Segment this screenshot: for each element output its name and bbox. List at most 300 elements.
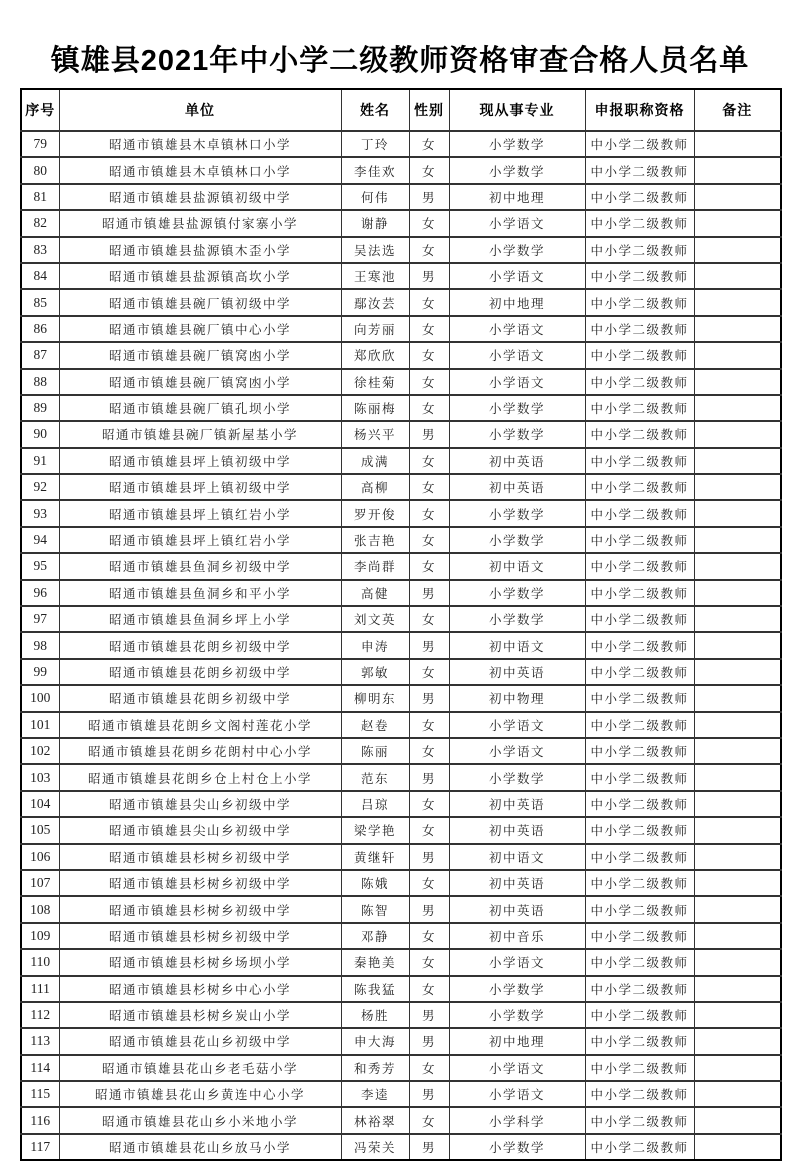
cell-remark [694,1055,781,1081]
cell-specialty: 小学数学 [449,500,585,526]
cell-index: 93 [21,500,59,526]
cell-name: 丁玲 [341,131,409,157]
cell-unit: 昭通市镇雄县花朗乡初级中学 [59,659,341,685]
cell-name: 徐桂菊 [341,369,409,395]
cell-gender: 女 [409,923,449,949]
cell-name: 鄢汝芸 [341,289,409,315]
cell-name: 刘文英 [341,606,409,632]
cell-gender: 男 [409,1134,449,1160]
cell-remark [694,1081,781,1107]
cell-gender: 女 [409,342,449,368]
cell-specialty: 初中英语 [449,817,585,843]
cell-unit: 昭通市镇雄县盐源镇初级中学 [59,184,341,210]
cell-gender: 男 [409,184,449,210]
cell-title-qualification: 中小学二级教师 [585,421,694,447]
cell-remark [694,844,781,870]
cell-unit: 昭通市镇雄县杉树乡初级中学 [59,896,341,922]
cell-index: 114 [21,1055,59,1081]
column-header-index: 序号 [21,89,59,131]
cell-name: 成满 [341,448,409,474]
cell-title-qualification: 中小学二级教师 [585,395,694,421]
cell-title-qualification: 中小学二级教师 [585,712,694,738]
cell-index: 104 [21,791,59,817]
cell-title-qualification: 中小学二级教师 [585,1002,694,1028]
cell-specialty: 小学语文 [449,738,585,764]
cell-gender: 女 [409,500,449,526]
cell-unit: 昭通市镇雄县碗厂镇新屋基小学 [59,421,341,447]
cell-remark [694,500,781,526]
cell-unit: 昭通市镇雄县花朗乡花朗村中心小学 [59,738,341,764]
cell-unit: 昭通市镇雄县花朗乡初级中学 [59,685,341,711]
cell-title-qualification: 中小学二级教师 [585,289,694,315]
cell-remark [694,976,781,1002]
cell-name: 梁学艳 [341,817,409,843]
cell-index: 97 [21,606,59,632]
table-row [21,395,781,421]
table-row [21,976,781,1002]
cell-index: 112 [21,1002,59,1028]
cell-remark [694,342,781,368]
cell-remark [694,1028,781,1054]
cell-unit: 昭通市镇雄县杉树乡初级中学 [59,923,341,949]
cell-gender: 男 [409,580,449,606]
cell-index: 92 [21,474,59,500]
cell-index: 88 [21,369,59,395]
table-row [21,738,781,764]
cell-unit: 昭通市镇雄县坪上镇红岩小学 [59,500,341,526]
cell-index: 84 [21,263,59,289]
cell-remark [694,923,781,949]
column-header-gender: 性别 [409,89,449,131]
cell-unit: 昭通市镇雄县杉树乡初级中学 [59,844,341,870]
cell-unit: 昭通市镇雄县花山乡小米地小学 [59,1107,341,1133]
cell-title-qualification: 中小学二级教师 [585,237,694,263]
cell-gender: 女 [409,527,449,553]
cell-name: 张吉艳 [341,527,409,553]
cell-title-qualification: 中小学二级教师 [585,527,694,553]
cell-gender: 男 [409,896,449,922]
cell-specialty: 小学数学 [449,157,585,183]
cell-remark [694,395,781,421]
cell-gender: 女 [409,791,449,817]
cell-index: 89 [21,395,59,421]
column-header-unit: 单位 [59,89,341,131]
cell-name: 王寒池 [341,263,409,289]
cell-index: 98 [21,632,59,658]
table-row [21,1002,781,1028]
cell-index: 86 [21,316,59,342]
cell-unit: 昭通市镇雄县坪上镇初级中学 [59,474,341,500]
cell-remark [694,1107,781,1133]
cell-title-qualification: 中小学二级教师 [585,316,694,342]
cell-specialty: 小学数学 [449,580,585,606]
cell-remark [694,738,781,764]
cell-specialty: 初中语文 [449,553,585,579]
table-row [21,421,781,447]
cell-remark [694,580,781,606]
cell-title-qualification: 中小学二级教师 [585,474,694,500]
cell-specialty: 初中地理 [449,1028,585,1054]
cell-specialty: 初中英语 [449,659,585,685]
cell-gender: 男 [409,1028,449,1054]
cell-unit: 昭通市镇雄县碗厂镇初级中学 [59,289,341,315]
cell-name: 和秀芳 [341,1055,409,1081]
table-row [21,1134,781,1160]
cell-title-qualification: 中小学二级教师 [585,606,694,632]
cell-remark [694,870,781,896]
table-row [21,474,781,500]
cell-name: 高柳 [341,474,409,500]
cell-remark [694,896,781,922]
cell-remark [694,474,781,500]
cell-remark [694,448,781,474]
cell-gender: 女 [409,1055,449,1081]
cell-name: 陈智 [341,896,409,922]
cell-specialty: 小学语文 [449,949,585,975]
cell-index: 80 [21,157,59,183]
cell-unit: 昭通市镇雄县碗厂镇孔坝小学 [59,395,341,421]
cell-title-qualification: 中小学二级教师 [585,817,694,843]
cell-name: 陈娥 [341,870,409,896]
cell-gender: 男 [409,632,449,658]
cell-name: 谢静 [341,210,409,236]
table-row [21,342,781,368]
cell-gender: 男 [409,1081,449,1107]
cell-gender: 女 [409,210,449,236]
cell-title-qualification: 中小学二级教师 [585,1081,694,1107]
cell-unit: 昭通市镇雄县鱼洞乡初级中学 [59,553,341,579]
table-row [21,1055,781,1081]
cell-gender: 女 [409,237,449,263]
cell-specialty: 初中语文 [449,632,585,658]
cell-name: 林裕翠 [341,1107,409,1133]
cell-index: 99 [21,659,59,685]
table-row [21,817,781,843]
cell-title-qualification: 中小学二级教师 [585,263,694,289]
table-row [21,448,781,474]
cell-specialty: 初中地理 [449,184,585,210]
table-row [21,923,781,949]
cell-unit: 昭通市镇雄县碗厂镇窝凼小学 [59,369,341,395]
cell-specialty: 初中物理 [449,685,585,711]
cell-name: 李佳欢 [341,157,409,183]
cell-title-qualification: 中小学二级教师 [585,369,694,395]
column-header-name: 姓名 [341,89,409,131]
cell-unit: 昭通市镇雄县杉树乡炭山小学 [59,1002,341,1028]
cell-name: 高健 [341,580,409,606]
cell-specialty: 初中英语 [449,448,585,474]
cell-index: 102 [21,738,59,764]
cell-title-qualification: 中小学二级教师 [585,1028,694,1054]
cell-remark [694,157,781,183]
cell-unit: 昭通市镇雄县木卓镇林口小学 [59,131,341,157]
cell-unit: 昭通市镇雄县坪上镇红岩小学 [59,527,341,553]
cell-name: 吕琼 [341,791,409,817]
cell-remark [694,263,781,289]
cell-remark [694,527,781,553]
cell-title-qualification: 中小学二级教师 [585,1134,694,1160]
cell-index: 111 [21,976,59,1002]
cell-gender: 女 [409,870,449,896]
table-row [21,764,781,790]
table-row [21,896,781,922]
table-row [21,870,781,896]
column-header-title-qualification: 申报职称资格 [585,89,694,131]
cell-remark [694,817,781,843]
cell-name: 向芳丽 [341,316,409,342]
cell-name: 杨胜 [341,1002,409,1028]
cell-specialty: 小学语文 [449,316,585,342]
cell-gender: 女 [409,1107,449,1133]
cell-index: 107 [21,870,59,896]
table-row [21,527,781,553]
cell-remark [694,659,781,685]
cell-index: 83 [21,237,59,263]
cell-specialty: 初中英语 [449,474,585,500]
cell-unit: 昭通市镇雄县花山乡老毛菇小学 [59,1055,341,1081]
cell-title-qualification: 中小学二级教师 [585,210,694,236]
cell-remark [694,210,781,236]
cell-title-qualification: 中小学二级教师 [585,553,694,579]
cell-unit: 昭通市镇雄县杉树乡初级中学 [59,870,341,896]
cell-specialty: 小学语文 [449,263,585,289]
cell-name: 陈丽梅 [341,395,409,421]
cell-title-qualification: 中小学二级教师 [585,500,694,526]
cell-title-qualification: 中小学二级教师 [585,157,694,183]
cell-specialty: 小学语文 [449,1081,585,1107]
cell-gender: 女 [409,712,449,738]
cell-specialty: 小学语文 [449,210,585,236]
cell-name: 黄继轩 [341,844,409,870]
table-row [21,712,781,738]
cell-remark [694,289,781,315]
cell-name: 柳明东 [341,685,409,711]
table-row [21,949,781,975]
cell-specialty: 小学数学 [449,976,585,1002]
cell-unit: 昭通市镇雄县花山乡放马小学 [59,1134,341,1160]
cell-index: 87 [21,342,59,368]
cell-title-qualification: 中小学二级教师 [585,764,694,790]
cell-title-qualification: 中小学二级教师 [585,632,694,658]
cell-gender: 女 [409,976,449,1002]
cell-specialty: 小学数学 [449,606,585,632]
cell-gender: 女 [409,369,449,395]
cell-gender: 男 [409,263,449,289]
cell-gender: 女 [409,474,449,500]
cell-title-qualification: 中小学二级教师 [585,1055,694,1081]
cell-unit: 昭通市镇雄县碗厂镇窝凼小学 [59,342,341,368]
cell-index: 100 [21,685,59,711]
cell-index: 96 [21,580,59,606]
cell-index: 95 [21,553,59,579]
cell-index: 90 [21,421,59,447]
cell-gender: 女 [409,157,449,183]
cell-specialty: 初中音乐 [449,923,585,949]
cell-title-qualification: 中小学二级教师 [585,870,694,896]
cell-name: 郭敏 [341,659,409,685]
cell-index: 116 [21,1107,59,1133]
cell-index: 113 [21,1028,59,1054]
cell-specialty: 初中地理 [449,289,585,315]
cell-gender: 男 [409,1002,449,1028]
cell-gender: 女 [409,553,449,579]
table-row [21,131,781,157]
cell-specialty: 初中语文 [449,844,585,870]
cell-gender: 女 [409,448,449,474]
cell-name: 陈我猛 [341,976,409,1002]
column-header-remark: 备注 [694,89,781,131]
cell-name: 秦艳美 [341,949,409,975]
cell-remark [694,685,781,711]
table-row [21,157,781,183]
cell-unit: 昭通市镇雄县鱼洞乡和平小学 [59,580,341,606]
cell-remark [694,632,781,658]
cell-remark [694,712,781,738]
cell-index: 79 [21,131,59,157]
cell-name: 郑欣欣 [341,342,409,368]
table-row [21,1107,781,1133]
cell-specialty: 小学数学 [449,764,585,790]
cell-gender: 男 [409,421,449,447]
cell-gender: 女 [409,659,449,685]
qualified-teachers-table [20,88,782,1161]
cell-name: 冯荣关 [341,1134,409,1160]
cell-specialty: 小学数学 [449,237,585,263]
cell-index: 94 [21,527,59,553]
page-title: 镇雄县2021年中小学二级教师资格审查合格人员名单 [50,45,750,77]
table-row [21,500,781,526]
table-row [21,685,781,711]
cell-remark [694,1134,781,1160]
cell-index: 82 [21,210,59,236]
table-row [21,632,781,658]
cell-gender: 女 [409,817,449,843]
cell-gender: 女 [409,316,449,342]
cell-index: 105 [21,817,59,843]
cell-specialty: 小学数学 [449,131,585,157]
cell-index: 108 [21,896,59,922]
cell-remark [694,316,781,342]
cell-unit: 昭通市镇雄县花山乡黄连中心小学 [59,1081,341,1107]
cell-title-qualification: 中小学二级教师 [585,791,694,817]
cell-index: 110 [21,949,59,975]
table-row [21,184,781,210]
cell-gender: 女 [409,131,449,157]
cell-unit: 昭通市镇雄县盐源镇木歪小学 [59,237,341,263]
table-row [21,369,781,395]
cell-title-qualification: 中小学二级教师 [585,685,694,711]
cell-specialty: 小学数学 [449,395,585,421]
cell-title-qualification: 中小学二级教师 [585,131,694,157]
table-row [21,289,781,315]
cell-specialty: 小学数学 [449,1002,585,1028]
table-row [21,316,781,342]
cell-remark [694,1002,781,1028]
cell-specialty: 小学数学 [449,421,585,447]
table-row [21,580,781,606]
table-body [21,131,781,1160]
table-row [21,1081,781,1107]
cell-name: 范东 [341,764,409,790]
cell-remark [694,606,781,632]
cell-index: 115 [21,1081,59,1107]
cell-index: 103 [21,764,59,790]
cell-remark [694,237,781,263]
cell-unit: 昭通市镇雄县盐源镇付家寨小学 [59,210,341,236]
cell-name: 李逵 [341,1081,409,1107]
cell-specialty: 初中英语 [449,870,585,896]
cell-unit: 昭通市镇雄县尖山乡初级中学 [59,791,341,817]
cell-unit: 昭通市镇雄县鱼洞乡坪上小学 [59,606,341,632]
table-header-row [21,89,781,131]
cell-remark [694,791,781,817]
cell-title-qualification: 中小学二级教师 [585,184,694,210]
column-header-specialty: 现从事专业 [449,89,585,131]
cell-unit: 昭通市镇雄县木卓镇林口小学 [59,157,341,183]
cell-index: 101 [21,712,59,738]
cell-gender: 女 [409,606,449,632]
table-row [21,606,781,632]
table-row [21,210,781,236]
cell-unit: 昭通市镇雄县花山乡初级中学 [59,1028,341,1054]
cell-specialty: 小学语文 [449,342,585,368]
cell-name: 李尚群 [341,553,409,579]
cell-index: 81 [21,184,59,210]
cell-gender: 男 [409,764,449,790]
cell-gender: 女 [409,395,449,421]
cell-remark [694,421,781,447]
cell-unit: 昭通市镇雄县花朗乡文阁村莲花小学 [59,712,341,738]
cell-remark [694,184,781,210]
cell-remark [694,369,781,395]
cell-specialty: 小学数学 [449,1134,585,1160]
cell-specialty: 初中英语 [449,791,585,817]
cell-title-qualification: 中小学二级教师 [585,949,694,975]
cell-unit: 昭通市镇雄县杉树乡中心小学 [59,976,341,1002]
cell-name: 杨兴平 [341,421,409,447]
cell-title-qualification: 中小学二级教师 [585,448,694,474]
cell-specialty: 小学数学 [449,527,585,553]
cell-title-qualification: 中小学二级教师 [585,976,694,1002]
cell-gender: 女 [409,738,449,764]
cell-gender: 女 [409,949,449,975]
cell-gender: 男 [409,844,449,870]
cell-name: 陈丽 [341,738,409,764]
cell-unit: 昭通市镇雄县花朗乡仓上村仓上小学 [59,764,341,790]
cell-name: 邓静 [341,923,409,949]
cell-title-qualification: 中小学二级教师 [585,738,694,764]
cell-unit: 昭通市镇雄县尖山乡初级中学 [59,817,341,843]
cell-name: 罗开俊 [341,500,409,526]
table-row [21,237,781,263]
cell-gender: 男 [409,685,449,711]
cell-remark [694,949,781,975]
cell-specialty: 小学语文 [449,1055,585,1081]
cell-title-qualification: 中小学二级教师 [585,342,694,368]
cell-index: 117 [21,1134,59,1160]
cell-unit: 昭通市镇雄县碗厂镇中心小学 [59,316,341,342]
table-row [21,791,781,817]
cell-unit: 昭通市镇雄县盐源镇高坎小学 [59,263,341,289]
cell-name: 申大海 [341,1028,409,1054]
cell-specialty: 小学语文 [449,712,585,738]
table-row [21,844,781,870]
table-row [21,263,781,289]
cell-unit: 昭通市镇雄县花朗乡初级中学 [59,632,341,658]
cell-specialty: 小学语文 [449,369,585,395]
cell-gender: 女 [409,289,449,315]
cell-title-qualification: 中小学二级教师 [585,580,694,606]
